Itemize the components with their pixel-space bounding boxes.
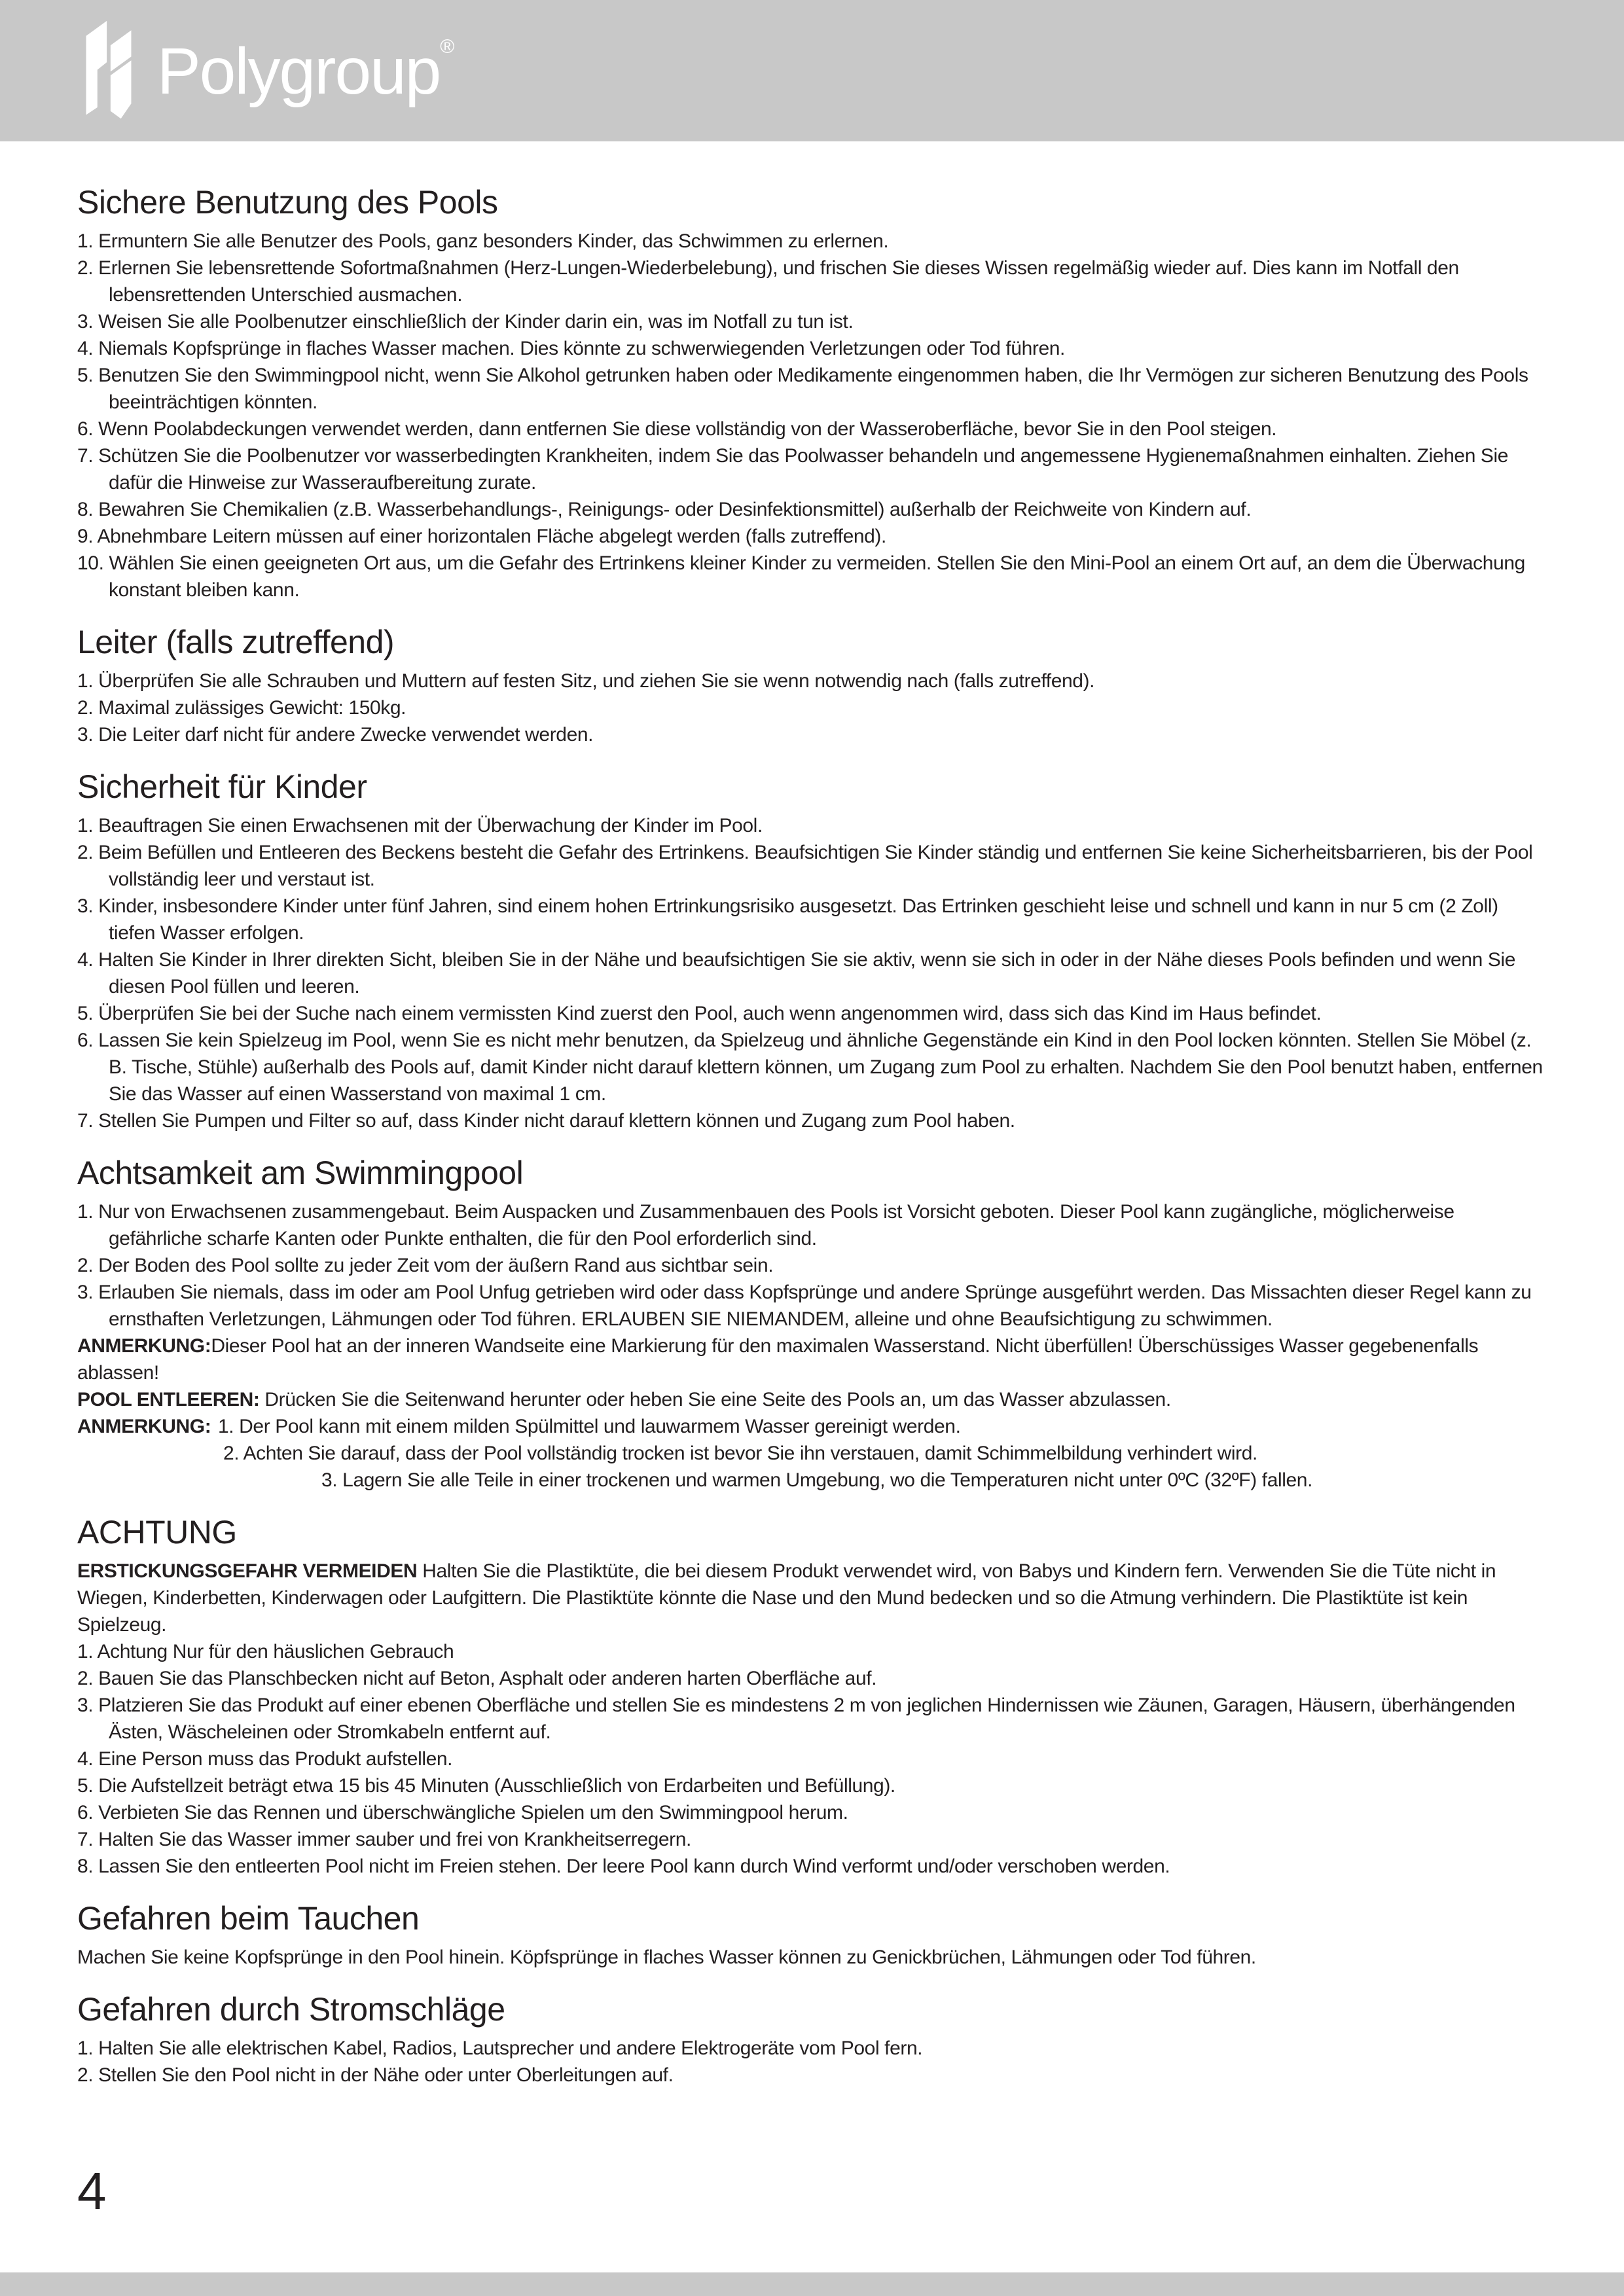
section-title: Sicherheit für Kinder (77, 768, 367, 805)
list-item: 1. Überprüfen Sie alle Schrauben und Muttern auf festen Sitz, und ziehen Sie sie wenn notwendig nach (falls zutreffend). (77, 670, 1095, 692)
document-body (0, 141, 1624, 2089)
brand-name (157, 35, 454, 108)
list-item: 2. Beim Befüllen und Entleeren des Beckens besteht die Gefahr des Ertrinkens. Beaufsichtigen Sie Kinder ständig und entfernen Sie keine Sicherheitsbarrieren, bis der Pool vollständig leer und verstaut ist. (77, 842, 1533, 890)
list-item: 3. Erlauben Sie niemals, dass im oder am Pool Unfug getrieben wird oder dass Kopfsprünge und andere Sprünge ausgeführt werden. Das Missachten dieser Regel kann zu ernsthaften Verletzungen, Lähmungen oder Tod führen. ERLAUBEN SIE NIEMANDEM, alleine und ohne Beaufsichtigung zu schwimmen. (77, 1282, 1532, 1330)
list-item: 2. Maximal zulässiges Gewicht: 150kg. (77, 697, 406, 719)
note-items (218, 1413, 1547, 1494)
list-item: 2. Bauen Sie das Planschbecken nicht auf Beton, Asphalt oder anderen harten Oberfläche auf. (77, 1668, 877, 1689)
drain-text: Drücken Sie die Seitenwand herunter oder heben Sie eine Seite des Pools an, um das Wasser abzulassen. (259, 1389, 1171, 1410)
list-item: 6. Wenn Poolabdeckungen verwendet werden, dann entfernen Sie diese vollständig von der Wasseroberfläche, bevor Sie in den Pool steigen. (77, 418, 1277, 440)
list-item: 7. Stellen Sie Pumpen und Filter so auf, dass Kinder nicht darauf klettern können und Zugang zum Pool haben. (77, 1110, 1015, 1132)
drain-paragraph (77, 1386, 1547, 1413)
note-text: Dieser Pool hat an der inneren Wandseite eine Markierung für den maximalen Wasserstand. Nicht überfüllen! Überschüssiges Wasser gegebenenfalls ablassen! (77, 1335, 1479, 1384)
section-title: Gefahren beim Tauchen (77, 1900, 420, 1937)
note-list-item: 1. Der Pool kann mit einem milden Spülmittel und lauwarmem Wasser gereinigt werden. (218, 1416, 961, 1437)
list-item: 1. Ermuntern Sie alle Benutzer des Pools, ganz besonders Kinder, das Schwimmen zu erlernen. (77, 230, 889, 252)
note-label: ANMERKUNG: (77, 1416, 211, 1437)
note-label: ANMERKUNG: (77, 1335, 211, 1357)
list-item: 5. Die Aufstellzeit beträgt etwa 15 bis 45 Minuten (Ausschließlich von Erdarbeiten und Befüllung). (77, 1775, 895, 1797)
note-list-item: 3. Lagern Sie alle Teile in einer trockenen und warmen Umgebung, wo die Temperaturen nicht unter 0ºC (32ºF) fallen. (321, 1469, 1313, 1491)
registered-mark: ® (440, 36, 454, 58)
section-title: Gefahren durch Stromschläge (77, 1991, 505, 2028)
list-item: 4. Eine Person muss das Produkt aufstellen. (77, 1748, 453, 1770)
section-child-safety (77, 768, 1547, 1134)
footer-bar (0, 2272, 1624, 2296)
polygroup-logo (77, 19, 453, 122)
list-item: 5. Überprüfen Sie bei der Suche nach einem vermissten Kind zuerst den Pool, auch wenn angenommen wird, dass sich das Kind im Haus befindet. (77, 1003, 1322, 1024)
section-diving (77, 1899, 1547, 1971)
list-item: 8. Bewahren Sie Chemikalien (z.B. Wasserbehandlungs-, Reinigungs- oder Desinfektionsmittel) außerhalb der Reichweite von Kindern auf. (77, 499, 1252, 520)
section-title: Leiter (falls zutreffend) (77, 624, 395, 660)
list-item: 1. Achtung Nur für den häuslichen Gebrauch (77, 1641, 454, 1662)
brand-name-text: Polygroup (157, 35, 441, 108)
note-list-item: 2. Achten Sie darauf, dass der Pool vollständig trocken ist bevor Sie ihn verstauen, damit Schimmelbildung verhindert wird. (223, 1443, 1257, 1464)
note-paragraph (77, 1333, 1547, 1386)
list-item: 2. Erlernen Sie lebensrettende Sofortmaßnahmen (Herz-Lungen-Wiederbelebung), und frischen Sie dieses Wissen regelmäßig wieder auf. Dies kann im Notfall den lebensrettenden Unterschied ausmachen. (77, 257, 1459, 306)
list-item: 6. Lassen Sie kein Spielzeug im Pool, wenn Sie es nicht mehr benutzen, da Spielzeug und ähnliche Gegenstände ein Kind in den Pool locken könnten. Stellen Sie Möbel (z. B. Tische, Stühle) außerhalb des Pools auf, damit Kinder nicht darauf klettern können, um Zugang zum Pool zu erhalten. Nachdem Sie den Pool benutzt haben, entfernen Sie das Wasser auf einen Wasserstand von maximal 1 cm. (77, 1030, 1543, 1105)
section-title: Achtsamkeit am Swimmingpool (77, 1155, 524, 1191)
list-item: 3. Die Leiter darf nicht für andere Zwecke verwendet werden. (77, 724, 594, 745)
suffocation-text: Halten Sie die Plastiktüte, die bei diesem Produkt verwendet wird, von Babys und Kindern fern. Verwenden Sie die Tüte nicht in Wiegen, Kinderbetten, Kinderwagen oder Laufgittern. Die Plastiktüte könnte die Nase und den Mund bedecken und so die Atmung verhindern. Die Plastiktüte ist kein Spielzeug. (77, 1560, 1496, 1636)
page-header (0, 0, 1624, 141)
section-title: Sichere Benutzung des Pools (77, 184, 498, 221)
list-item: 8. Lassen Sie den entleerten Pool nicht im Freien stehen. Der leere Pool kann durch Wind verformt und/oder verschoben werden. (77, 1856, 1170, 1877)
section-pool-awareness (77, 1154, 1547, 1494)
list-item: 2. Stellen Sie den Pool nicht in der Nähe oder unter Oberleitungen auf. (77, 2064, 674, 2086)
paragraph: Machen Sie keine Kopfsprünge in den Pool hinein. Köpfsprünge in flaches Wasser können zu Genickbrüchen, Lähmungen oder Tod führen. (77, 1946, 1256, 1968)
list-item: 1. Beauftragen Sie einen Erwachsenen mit der Überwachung der Kinder im Pool. (77, 815, 763, 836)
list-item: 7. Halten Sie das Wasser immer sauber und frei von Krankheitserregern. (77, 1829, 691, 1850)
drain-label: POOL ENTLEEREN: (77, 1389, 260, 1410)
section-warning (77, 1513, 1547, 1880)
polygroup-logo-icon (77, 19, 140, 122)
list-item: 4. Niemals Kopfsprünge in flaches Wasser machen. Dies könnte zu schwerwiegenden Verletzungen oder Tod führen. (77, 338, 1065, 359)
list-item: 3. Kinder, insbesondere Kinder unter fünf Jahren, sind einem hohen Ertrinkungsrisiko ausgesetzt. Das Ertrinken geschieht leise und schnell und kann in nur 5 cm (2 Zoll) tiefen Wasser erfolgen. (77, 895, 1498, 944)
list-item: 4. Halten Sie Kinder in Ihrer direkten Sicht, bleiben Sie in der Nähe und beaufsichtigen Sie sie aktiv, wenn sie sich in oder in der Nähe dieses Pools befinden und wenn Sie diesen Pool füllen und leeren. (77, 949, 1516, 997)
list-item: 2. Der Boden des Pool sollte zu jeder Zeit vom der äußern Rand aus sichtbar sein. (77, 1255, 774, 1276)
list-item: 7. Schützen Sie die Poolbenutzer vor wasserbedingten Krankheiten, indem Sie das Poolwasser behandeln und angemessene Hygienemaßnahmen einhalten. Ziehen Sie dafür die Hinweise zur Wasseraufbereitung zurate. (77, 445, 1509, 493)
suffocation-paragraph (77, 1558, 1547, 1638)
page-number: 4 (77, 2162, 107, 2220)
section-ladder (77, 623, 1547, 748)
note-list (77, 1413, 1547, 1494)
list-item: 1. Nur von Erwachsenen zusammengebaut. Beim Auspacken und Zusammenbauen des Pools ist Vorsicht geboten. Dieser Pool kann zugängliche, möglicherweise gefährliche scharfe Kanten oder Punkte enthalten, die für den Pool erforderlich sind. (77, 1201, 1454, 1249)
suffocation-label: ERSTICKUNGSGEFAHR VERMEIDEN (77, 1560, 418, 1582)
list-item: 9. Abnehmbare Leitern müssen auf einer horizontalen Fläche abgelegt werden (falls zutreffend). (77, 526, 886, 547)
list-item: 3. Weisen Sie alle Poolbenutzer einschließlich der Kinder darin ein, was im Notfall zu tun ist. (77, 311, 854, 332)
list-item: 10. Wählen Sie einen geeigneten Ort aus, um die Gefahr des Ertrinkens kleiner Kinder zu vermeiden. Stellen Sie den Mini-Pool an einem Ort auf, an dem die Überwachung konstant bleiben kann. (77, 552, 1525, 601)
list-item: 5. Benutzen Sie den Swimmingpool nicht, wenn Sie Alkohol getrunken haben oder Medikamente eingenommen haben, die Ihr Vermögen zur sicheren Benutzung des Pools beeinträchtigen könnten. (77, 365, 1528, 413)
section-pool-safety (77, 183, 1547, 603)
section-electric (77, 1990, 1547, 2089)
list-item: 3. Platzieren Sie das Produkt auf einer ebenen Oberfläche und stellen Sie es mindestens 2 m von jeglichen Hindernissen wie Zäunen, Garagen, Häusern, überhängenden Ästen, Wäscheleinen oder Stromkabeln entfernt auf. (77, 1695, 1515, 1743)
list-item: 6. Verbieten Sie das Rennen und überschwängliche Spielen um den Swimmingpool herum. (77, 1802, 848, 1823)
section-title: ACHTUNG (77, 1514, 237, 1551)
list-item: 1. Halten Sie alle elektrischen Kabel, Radios, Lautsprecher und andere Elektrogeräte vom Pool fern. (77, 2037, 923, 2059)
